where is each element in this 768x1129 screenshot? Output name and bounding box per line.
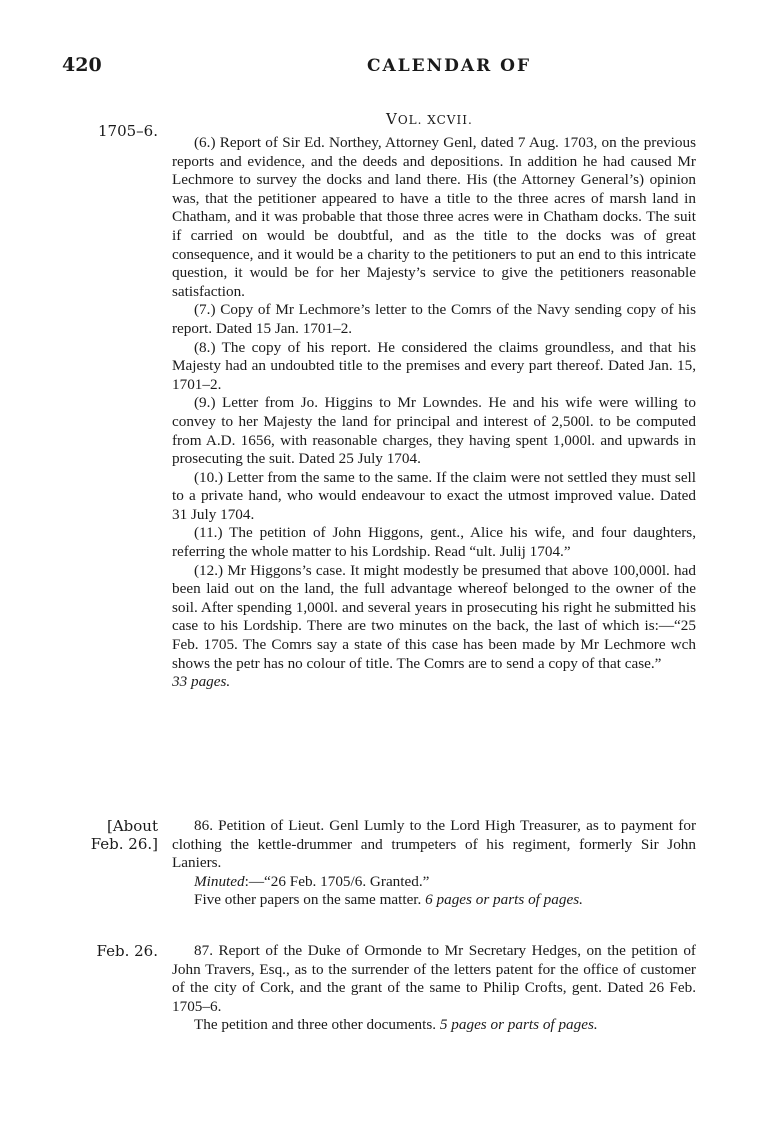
- pages-count-86: 6 pages or parts of pages.: [425, 891, 583, 909]
- margin-date-2b: Feb. 26.]: [90, 835, 158, 853]
- pages-count-12: 33 pages.: [172, 673, 231, 691]
- paragraph-7: (7.) Copy of Mr Lechmore’s letter to the Comrs of the Navy sending copy of his report. Dated 15 Jan. 1701–2.: [172, 301, 696, 337]
- entry-85-text: [172, 134, 696, 692]
- margin-date-2a: [About: [106, 817, 158, 835]
- entry-86-text: [172, 817, 696, 910]
- paragraph-12-pages: [172, 673, 696, 692]
- volume-heading: [386, 110, 473, 128]
- volume-prefix: V: [386, 110, 398, 128]
- paragraph-87: 87. Report of the Duke of Ormonde to Mr Secretary Hedges, on the petition of John Travers, Esq., as to the surrender of the letters patent for the office of customer of the city of Cork, and the grant of the same to Philip Crofts, gent. Dated 26 Feb. 1705–6.: [172, 942, 696, 1015]
- paragraph-12: (12.) Mr Higgons’s case. It might modestly be presumed that above 100,000l. had been laid out on the land, the full advantage whereof belonged to the owner of the soil. After spending 1,000l. and several years in prosecuting his right he submitted his case to his Lordship. There are two minutes on the back, the last of which is:—“25 Feb. 1705. The Comrs say a state of this case has been made by Mr Lechmore wch shows the petr has no colour of title. The Comrs are to send a copy of that case.”: [172, 561, 696, 672]
- paragraph-11: (11.) The petition of John Higgons, gent., Alice his wife, and four daughters, referring the whole matter to his Lordship. Read “ult. Julij 1704.”: [172, 524, 696, 561]
- paragraph-86: 86. Petition of Lieut. Genl Lumly to the Lord High Treasurer, as to payment for clothing the kettle-drummer and trumpeters of his regiment, formerly Sir John Laniers.: [172, 817, 696, 872]
- margin-date-3: Feb. 26.: [96, 942, 158, 960]
- running-title: CALENDAR OF: [367, 56, 532, 76]
- minuted-label: Minuted: [194, 872, 245, 890]
- paragraph-9: (9.) Letter from Jo. Higgins to Mr Lowndes. He and his wife were willing to convey to her Majesty the land for principal and interest of 2,500l. to be computed from A.D. 1656, with reasonable charges, they having spent 1,000l. and upwards in prosecuting the suit. Dated 25 July 1704.: [172, 394, 696, 468]
- page-number: 420: [62, 54, 102, 76]
- paragraph-87-other: [172, 1016, 696, 1035]
- other-papers-86: Five other papers on the same matter.: [194, 891, 422, 909]
- margin-date-1: 1705–6.: [98, 122, 158, 140]
- paragraph-10: (10.) Letter from the same to the same. If the claim were not settled they must sell to a private hand, who would endeavour to exact the utmost improved value. Dated 31 July 1704.: [172, 468, 696, 523]
- paragraph-6: (6.) Report of Sir Ed. Northey, Attorney Genl, dated 7 Aug. 1703, on the previous reports and evidence, and the deeds and depositions. In addition he had caused Mr Lechmore to survey the docks and land there. His (the Attorney General’s) opinion was, that the petitioner appeared to have a title to the three acres of marsh land in Chatham, and it was probable that those three acres were in Chatham docks. The suit if carried on would be doubtful, and as the title to the docks was of great consequence, and it would be a charity to the petitioners to put an end to this intricate question, it would be for her Majesty’s service to give the petitioners reasonable satisfaction.: [172, 134, 696, 300]
- paragraph-8: (8.) The copy of his report. He considered the claims groundless, and that his Majesty had an undoubted title to the premises and every part thereof. Dated Jan. 15, 1701–2.: [172, 338, 696, 393]
- minuted-text: :—“26 Feb. 1705/6. Granted.”: [244, 872, 430, 890]
- pages-count-87: 5 pages or parts of pages.: [439, 1016, 598, 1034]
- paragraph-86-minute: [172, 873, 696, 892]
- volume-rest: OL. XCVII.: [397, 113, 473, 127]
- paragraph-86-other: [172, 891, 696, 910]
- other-papers-87: The petition and three other documents.: [194, 1016, 437, 1034]
- entry-87-text: [172, 942, 696, 1035]
